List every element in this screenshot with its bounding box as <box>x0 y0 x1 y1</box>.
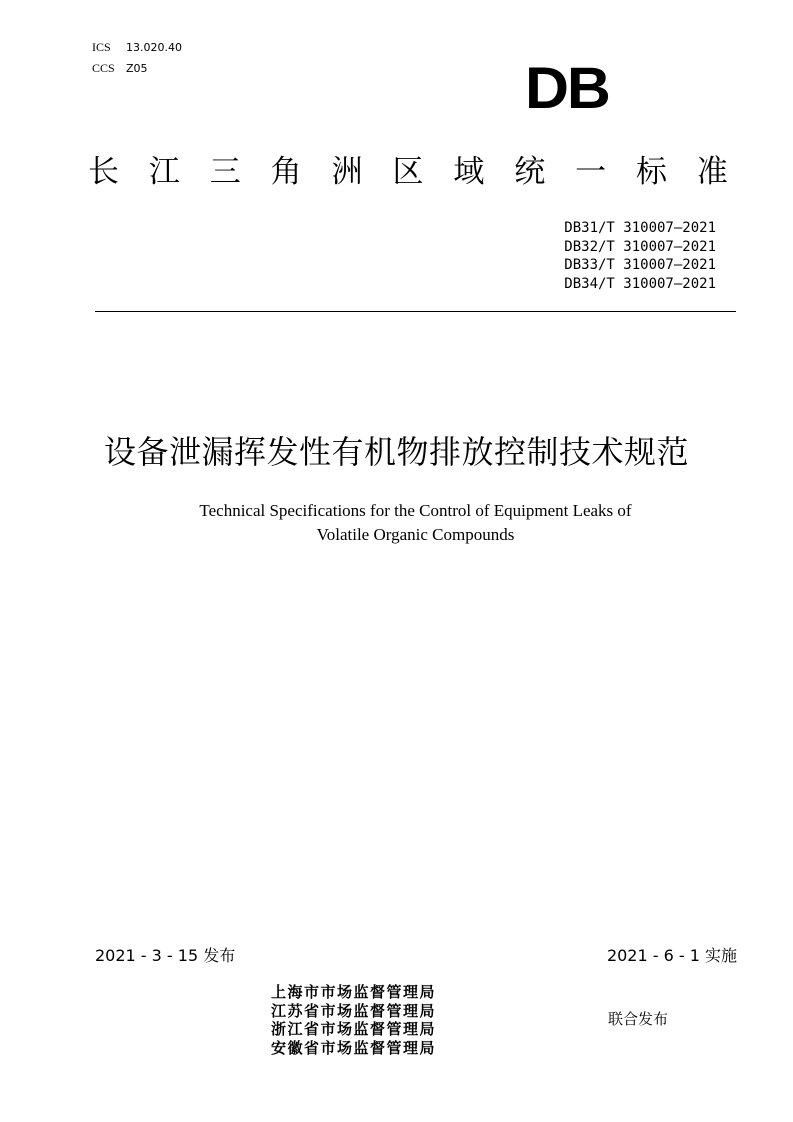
standard-title-char: 域 <box>453 154 485 190</box>
ccs-row <box>92 61 148 76</box>
implement-date: 2021 - 6 - 1 实施 <box>606 946 737 965</box>
ics-label: ICS <box>92 40 111 54</box>
ics-row <box>92 40 182 55</box>
authority-name: 上海市市场监督管理局 <box>271 983 437 1001</box>
ics-value: 13.020.40 <box>126 41 182 54</box>
issue-date: 2021 - 3 - 15 发布 <box>95 946 236 965</box>
standard-title-char: 洲 <box>331 154 363 190</box>
db-logo: DB <box>525 56 609 121</box>
document-title-zh: 设备泄漏挥发性有机物排放控制技术规范 <box>103 433 689 471</box>
standard-number: DB32/T 310007—2021 <box>564 238 716 255</box>
standard-number: DB34/T 310007—2021 <box>564 276 716 293</box>
standard-numbers <box>564 219 716 294</box>
standard-title-char: 标 <box>636 154 668 190</box>
standard-title-char: 统 <box>514 154 546 190</box>
joint-issue-label: 联合发布 <box>608 1010 669 1028</box>
document-title-en-line1: Technical Specifications for the Control of Equipment Leaks of <box>199 501 632 520</box>
ccs-label: CCS <box>92 61 115 75</box>
issuing-authorities <box>271 983 436 1057</box>
standard-title-char: 一 <box>575 154 607 190</box>
ccs-value: Z05 <box>126 62 148 75</box>
authority-name: 浙江省市场监督管理局 <box>271 1020 437 1038</box>
authority-name: 安徽省市场监督管理局 <box>271 1038 437 1057</box>
authority-name: 江苏省市场监督管理局 <box>271 1001 437 1020</box>
standard-title <box>88 150 728 194</box>
standard-number: DB33/T 310007—2021 <box>564 257 716 274</box>
standard-title-char: 江 <box>148 154 180 190</box>
standard-title-char: 准 <box>696 154 728 190</box>
standard-title-char: 长 <box>88 154 119 190</box>
standard-number: DB31/T 310007—2021 <box>564 220 716 236</box>
standard-title-char: 区 <box>392 154 424 190</box>
header-divider <box>95 311 736 312</box>
document-title-en-line2: Volatile Organic Compounds <box>316 525 515 544</box>
standard-title-char: 角 <box>270 154 302 190</box>
standard-title-char: 三 <box>209 154 241 190</box>
document-title-en <box>0 499 793 547</box>
